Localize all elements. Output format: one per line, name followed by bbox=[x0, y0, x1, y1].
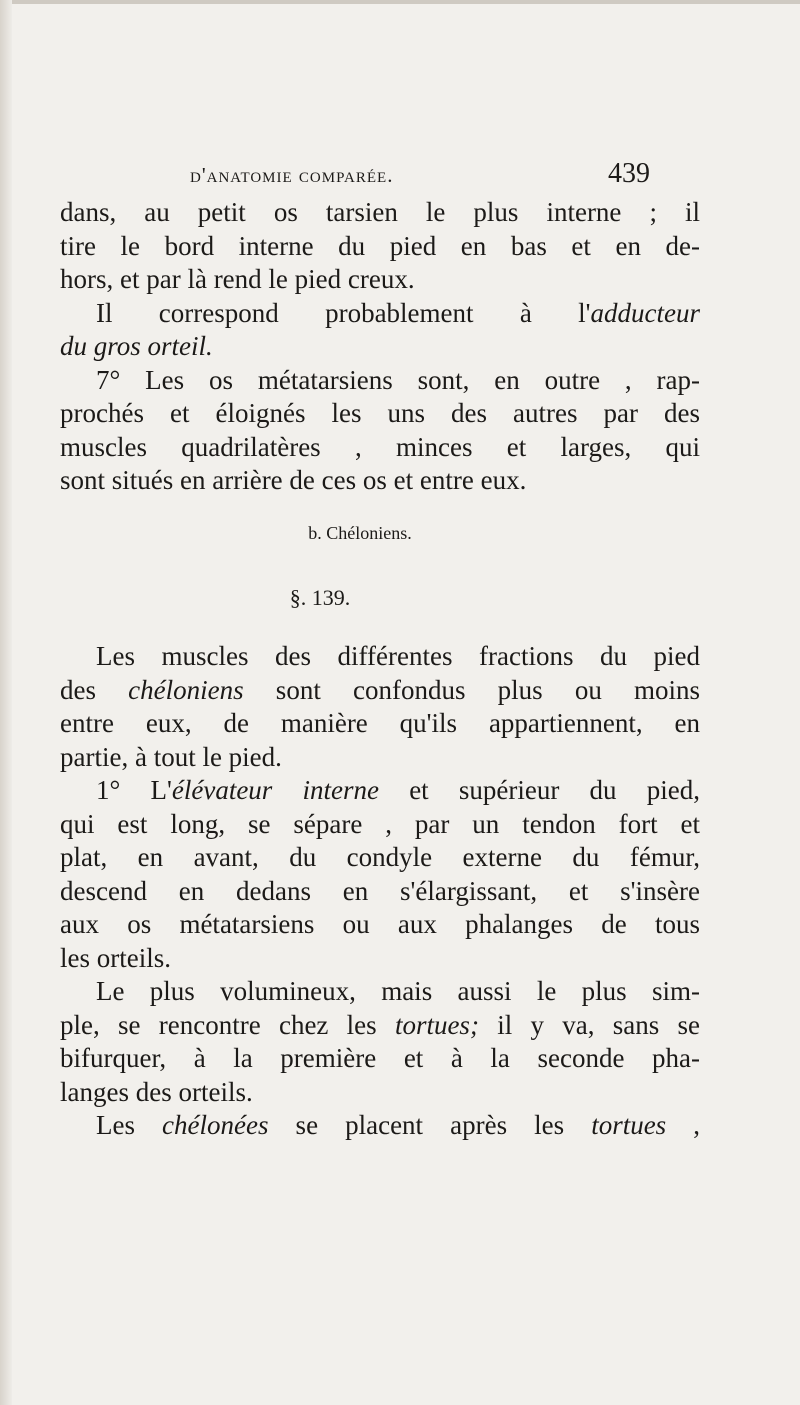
text-line: plat, en avant, du condyle externe du fémur, bbox=[60, 842, 700, 872]
text-line: entre eux, de manière qu'ils appartiennent, en bbox=[60, 708, 700, 738]
text-line: bifurquer, à la première et à la seconde pha- bbox=[60, 1043, 700, 1073]
text-line: Il correspond probablement à l'adducteur bbox=[96, 297, 700, 328]
text-line: Les chélonées se placent après les tortues , bbox=[96, 1110, 701, 1140]
text-line: les orteils. bbox=[60, 942, 171, 973]
text-line: du gros orteil. bbox=[60, 331, 213, 361]
text-line: des chéloniens sont confondus plus ou moins bbox=[60, 674, 700, 705]
text-line: 1° L'élévateur interne et supérieur du pied, bbox=[96, 775, 700, 805]
page-edge-left bbox=[0, 0, 12, 1405]
text-line: dans, au petit os tarsien le plus interne ; il bbox=[60, 197, 700, 227]
text-line: hors, et par là rend le pied creux. bbox=[60, 264, 415, 294]
text-line: Les muscles des différentes fractions du pied bbox=[96, 641, 700, 671]
text-line: 7° Les os métatarsiens sont, en outre , rap- bbox=[96, 364, 700, 395]
text-line: prochés et éloignés les uns des autres par des bbox=[60, 398, 700, 428]
text-line: tire le bord interne du pied en bas et en de- bbox=[60, 230, 700, 261]
subsection-heading: b. Chéloniens. bbox=[308, 523, 412, 543]
text-line: sont situés en arrière de ces os et entre eux. bbox=[60, 465, 527, 495]
running-head bbox=[190, 158, 650, 190]
text-line: partie, à tout le pied. bbox=[60, 741, 282, 772]
text-line: aux os métatarsiens ou aux phalanges de tous bbox=[60, 909, 700, 939]
running-title: d'anatomie comparée. bbox=[190, 163, 394, 187]
text-line: descend en dedans en s'élargissant, et s'insère bbox=[60, 875, 700, 906]
page-number: 439 bbox=[608, 158, 650, 189]
text-line: Le plus volumineux, mais aussi le plus sim- bbox=[96, 976, 700, 1006]
text-line: langes des orteils. bbox=[60, 1076, 253, 1107]
book-page bbox=[60, 0, 760, 1405]
body-text-bottom bbox=[60, 640, 700, 1143]
text-line: qui est long, se sépare , par un tendon fort et bbox=[60, 808, 700, 839]
text-line: ple, se rencontre chez les tortues; il y va, sans se bbox=[60, 1009, 700, 1040]
text-line: muscles quadrilatères , minces et larges, qui bbox=[60, 431, 700, 462]
body-text-top bbox=[60, 196, 700, 498]
section-number: §. 139. bbox=[289, 585, 351, 610]
